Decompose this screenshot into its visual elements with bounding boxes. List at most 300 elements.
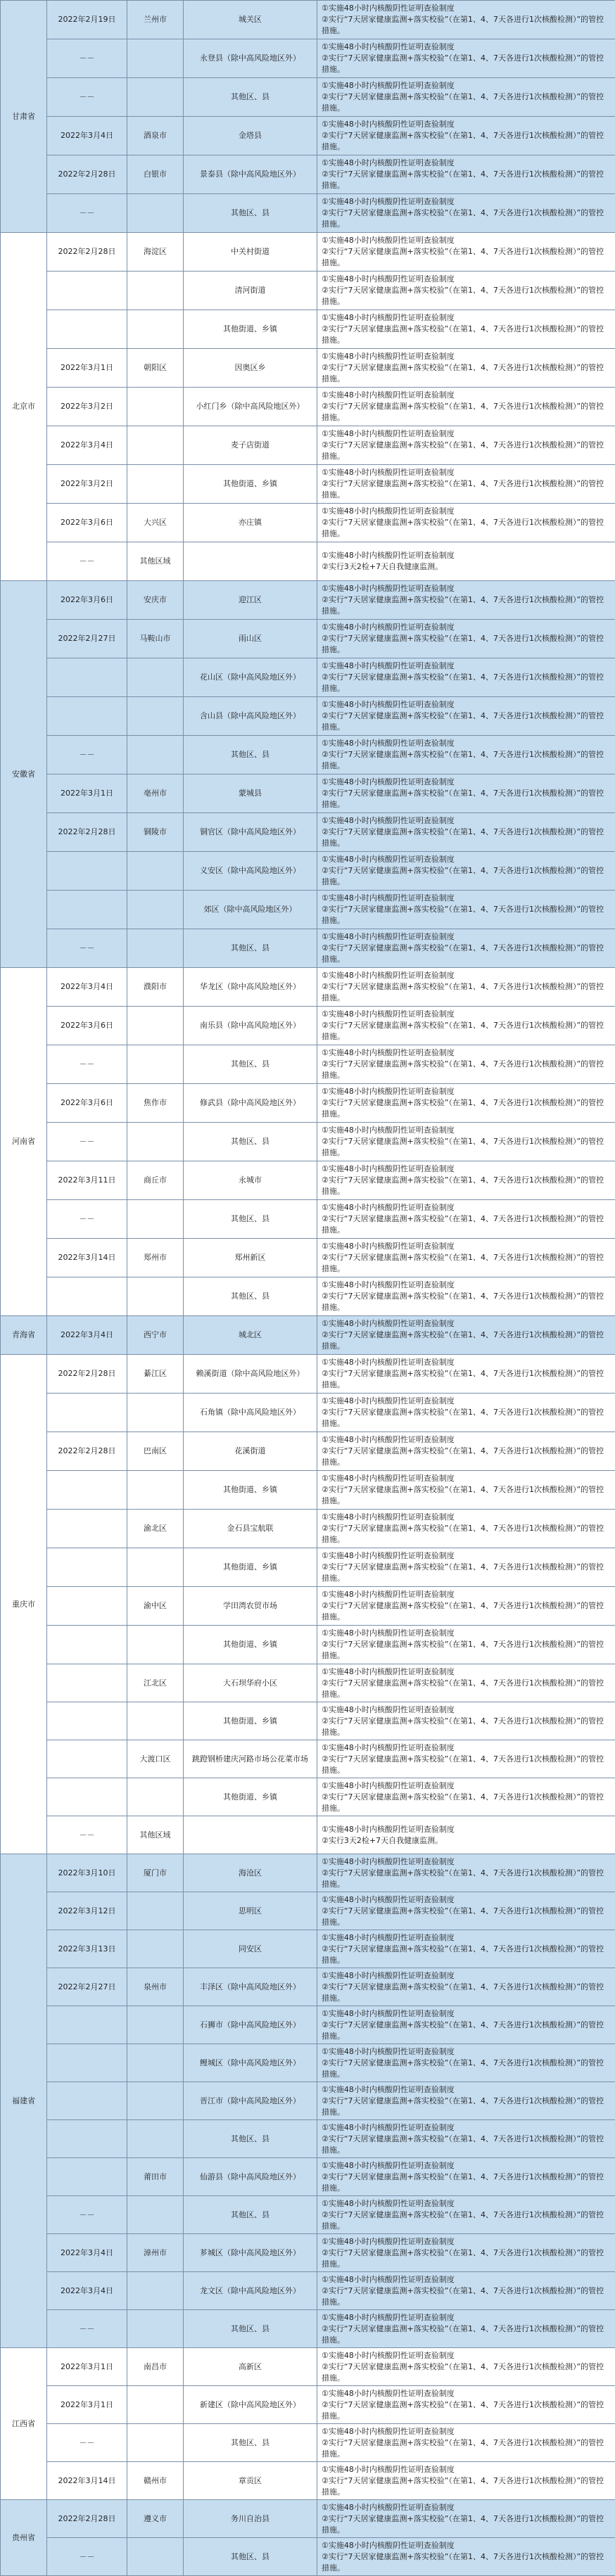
date-cell: 2022年3月2日 bbox=[47, 465, 127, 504]
city-cell bbox=[127, 929, 184, 968]
measure-cell: ①实施48小时内核酸阴性证明查验制度 ②实行“7天居家健康监测+落实校验”（在第1、4、7天各进行1次核酸检测）”的管控措施。 bbox=[317, 426, 615, 465]
city-cell bbox=[127, 2120, 184, 2158]
area-cell bbox=[184, 1816, 317, 1854]
table-row bbox=[1, 1892, 615, 1930]
area-cell: 其他街道、乡镇 bbox=[184, 310, 317, 349]
city-cell: 漳州市 bbox=[127, 2234, 184, 2272]
date-cell: 2022年3月4日 bbox=[47, 1316, 127, 1355]
area-cell: 迎江区 bbox=[184, 581, 317, 620]
city-cell: 大渡口区 bbox=[127, 1740, 184, 1778]
table-row bbox=[1, 2120, 615, 2158]
measure-cell: ①实施48小时内核酸阴性证明查验制度 ②实行“7天居家健康监测+落实校验”（在第1、4、7天各进行1次核酸检测）”的管控措施。 bbox=[317, 891, 615, 929]
measure-cell: ①实施48小时内核酸阴性证明查验制度 ②实行“7天居家健康监测+落实校验”（在第1、4、7天各进行1次核酸检测）”的管控措施。 bbox=[317, 78, 615, 117]
measure-cell: ①实施48小时内核酸阴性证明查验制度 ②实行“7天居家健康监测+落实校验”（在第1、4、7天各进行1次核酸检测）”的管控措施。 bbox=[317, 2500, 615, 2538]
measure-cell: ①实施48小时内核酸阴性证明查验制度 ②实行“7天居家健康监测+落实校验”（在第1、4、7天各进行1次核酸检测）”的管控措施。 bbox=[317, 2196, 615, 2234]
measure-cell: ①实施48小时内核酸阴性证明查验制度 ②实行“7天居家健康监测+落实校验”（在第1、4、7天各进行1次核酸检测）”的管控措施。 bbox=[317, 1007, 615, 1045]
city-cell: 泉州市 bbox=[127, 1968, 184, 2006]
measure-cell: ①实施48小时内核酸阴性证明查验制度 ②实行“7天居家健康监测+落实校验”（在第1、4、7天各进行1次核酸检测）”的管控措施。 bbox=[317, 272, 615, 310]
city-cell bbox=[127, 465, 184, 504]
city-cell bbox=[127, 1626, 184, 1664]
area-cell: 章贡区 bbox=[184, 2462, 317, 2500]
table-row bbox=[1, 78, 615, 117]
date-cell: －－ bbox=[47, 2196, 127, 2234]
table-row bbox=[1, 1045, 615, 1084]
city-cell bbox=[127, 658, 184, 697]
area-cell: 仙游县（除中高风险地区外） bbox=[184, 2158, 317, 2196]
city-cell bbox=[127, 2386, 184, 2424]
province-cell: 安徽省 bbox=[1, 581, 47, 968]
measure-cell: ①实施48小时内核酸阴性证明查验制度 ②实行“7天居家健康监测+落实校验”（在第1、4、7天各进行1次核酸检测）”的管控措施。 bbox=[317, 504, 615, 542]
area-cell: 其他街道、乡镇 bbox=[184, 465, 317, 504]
measure-cell: ①实施48小时内核酸阴性证明查验制度 ②实行“7天居家健康监测+落实校验”（在第1、4、7天各进行1次核酸检测）”的管控措施。 bbox=[317, 1510, 615, 1548]
table-row bbox=[1, 2196, 615, 2234]
date-cell: 2022年2月28日 bbox=[47, 813, 127, 852]
area-cell: 海沧区 bbox=[184, 1854, 317, 1892]
city-cell: 海淀区 bbox=[127, 233, 184, 272]
table-row bbox=[1, 1084, 615, 1123]
area-cell: 因奥区乡 bbox=[184, 349, 317, 388]
city-cell: 西宁市 bbox=[127, 1316, 184, 1355]
measure-cell: ①实施48小时内核酸阴性证明查验制度 ②实行“7天居家健康监测+落实校验”（在第1、4、7天各进行1次核酸检测）”的管控措施。 bbox=[317, 1930, 615, 1968]
date-cell: 2022年3月12日 bbox=[47, 1892, 127, 1930]
table-row bbox=[1, 465, 615, 504]
area-cell: 其他区、县 bbox=[184, 929, 317, 968]
date-cell bbox=[47, 697, 127, 736]
table-row bbox=[1, 2500, 615, 2538]
table-row bbox=[1, 504, 615, 542]
date-cell: 2022年3月1日 bbox=[47, 774, 127, 813]
date-cell: 2022年3月13日 bbox=[47, 1930, 127, 1968]
area-cell: 其他区、县 bbox=[184, 1277, 317, 1316]
city-cell bbox=[127, 310, 184, 349]
date-cell: 2022年3月14日 bbox=[47, 2462, 127, 2500]
table-row bbox=[1, 1702, 615, 1740]
area-cell: 小红门乡（除中高风险地区外） bbox=[184, 388, 317, 426]
table-row bbox=[1, 2044, 615, 2082]
measure-cell: ①实施48小时内核酸阴性证明查验制度 ②实行“7天居家健康监测+落实校验”（在第1、4、7天各进行1次核酸检测）”的管控措施。 bbox=[317, 1123, 615, 1161]
table-row bbox=[1, 310, 615, 349]
date-cell: 2022年3月11日 bbox=[47, 1161, 127, 1200]
city-cell bbox=[127, 1892, 184, 1930]
city-cell bbox=[127, 2538, 184, 2576]
city-cell: 莆田市 bbox=[127, 2158, 184, 2196]
date-cell: 2022年3月6日 bbox=[47, 504, 127, 542]
area-cell: 其他街道、乡镇 bbox=[184, 1548, 317, 1587]
measure-cell: ①实施48小时内核酸阴性证明查验制度 ②实行“7天居家健康监测+落实校验”（在第1、4、7天各进行1次核酸检测）”的管控措施。 bbox=[317, 1778, 615, 1816]
date-cell: 2022年3月10日 bbox=[47, 1854, 127, 1892]
measure-cell: ①实施48小时内核酸阴性证明查验制度 ②实行“7天居家健康监测+落实校验”（在第1、4、7天各进行1次核酸检测）”的管控措施。 bbox=[317, 2310, 615, 2348]
date-cell: 2022年3月1日 bbox=[47, 2386, 127, 2424]
area-cell: 跳蹬钢桥建庆河路市场公花菜市场 bbox=[184, 1740, 317, 1778]
date-cell bbox=[47, 1471, 127, 1510]
city-cell: 马鞍山市 bbox=[127, 620, 184, 658]
measure-cell: ①实施48小时内核酸阴性证明查验制度 ②实行“7天居家健康监测+落实校验”（在第1、4、7天各进行1次核酸检测）”的管控措施。 bbox=[317, 1161, 615, 1200]
area-cell: 麦子店街道 bbox=[184, 426, 317, 465]
date-cell: 2022年2月27日 bbox=[47, 1968, 127, 2006]
city-cell bbox=[127, 1277, 184, 1316]
table-row bbox=[1, 774, 615, 813]
table-row bbox=[1, 2424, 615, 2462]
table-row bbox=[1, 1316, 615, 1355]
measure-cell: ①实施48小时内核酸阴性证明查验制度 ②实行“7天居家健康监测+落实校验”（在第1、4、7天各进行1次核酸检测）”的管控措施。 bbox=[317, 388, 615, 426]
city-cell bbox=[127, 1471, 184, 1510]
area-cell: 其他区、县 bbox=[184, 194, 317, 233]
table-row bbox=[1, 1394, 615, 1432]
area-cell: 花山区（除中高风险地区外） bbox=[184, 658, 317, 697]
date-cell: －－ bbox=[47, 39, 127, 78]
measure-cell: ①实施48小时内核酸阴性证明查验制度 ②实行“7天居家健康监测+落实校验”（在第1、4、7天各进行1次核酸检测）”的管控措施。 bbox=[317, 1968, 615, 2006]
city-cell bbox=[127, 1123, 184, 1161]
city-cell: 白银市 bbox=[127, 155, 184, 194]
area-cell: 新建区（除中高风险地区外） bbox=[184, 2386, 317, 2424]
date-cell bbox=[47, 1548, 127, 1587]
city-cell: 兰州市 bbox=[127, 1, 184, 39]
city-cell bbox=[127, 1548, 184, 1587]
measure-cell: ①实施48小时内核酸阴性证明查验制度 ②实行“7天居家健康监测+落实校验”（在第1、4、7天各进行1次核酸检测）”的管控措施。 bbox=[317, 2120, 615, 2158]
city-cell: 濮阳市 bbox=[127, 968, 184, 1007]
measure-cell: ①实施48小时内核酸阴性证明查验制度 ②实行“7天居家健康监测+落实校验”（在第1、4、7天各进行1次核酸检测）”的管控措施。 bbox=[317, 2234, 615, 2272]
city-cell bbox=[127, 2082, 184, 2120]
measure-cell: ①实施48小时内核酸阴性证明查验制度 ②实行“7天居家健康监测+落实校验”（在第1、4、7天各进行1次核酸检测）”的管控措施。 bbox=[317, 155, 615, 194]
area-cell: 赖溪街道（除中高风险地区外） bbox=[184, 1355, 317, 1394]
date-cell: 2022年3月1日 bbox=[47, 2348, 127, 2386]
area-cell: 学田湾农贸市场 bbox=[184, 1587, 317, 1626]
table-body bbox=[1, 1, 615, 2576]
table-row bbox=[1, 426, 615, 465]
table-row bbox=[1, 2234, 615, 2272]
date-cell: 2022年3月4日 bbox=[47, 2234, 127, 2272]
table-row bbox=[1, 2082, 615, 2120]
date-cell: －－ bbox=[47, 929, 127, 968]
province-cell: 甘肃省 bbox=[1, 1, 47, 233]
area-cell: 石角镇（除中高风险地区外） bbox=[184, 1394, 317, 1432]
date-cell: 2022年3月6日 bbox=[47, 581, 127, 620]
province-cell: 青海省 bbox=[1, 1316, 47, 1355]
province-cell: 贵州省 bbox=[1, 2500, 47, 2576]
area-cell: 务川自治县 bbox=[184, 2500, 317, 2538]
city-cell bbox=[127, 2196, 184, 2234]
area-cell: 鲤城区（除中高风险地区外） bbox=[184, 2044, 317, 2082]
area-cell: 金塔县 bbox=[184, 117, 317, 155]
city-cell: 南昌市 bbox=[127, 2348, 184, 2386]
date-cell bbox=[47, 2082, 127, 2120]
area-cell: 思明区 bbox=[184, 1892, 317, 1930]
measure-cell: ①实施48小时内核酸阴性证明查验制度 ②实行“7天居家健康监测+落实校验”（在第1、4、7天各进行1次核酸检测）”的管控措施。 bbox=[317, 2082, 615, 2120]
table-row bbox=[1, 2538, 615, 2576]
area-cell: 其他区、县 bbox=[184, 2196, 317, 2234]
city-cell bbox=[127, 388, 184, 426]
measure-cell: ①实施48小时内核酸阴性证明查验制度 ②实行“7天居家健康监测+落实校验”（在第1、4、7天各进行1次核酸检测）”的管控措施。 bbox=[317, 233, 615, 272]
table-row bbox=[1, 2006, 615, 2044]
province-cell: 北京市 bbox=[1, 233, 47, 581]
area-cell: 清河街道 bbox=[184, 272, 317, 310]
measure-cell: ①实施48小时内核酸阴性证明查验制度 ②实行“7天居家健康监测+落实校验”（在第1、4、7天各进行1次核酸检测）”的管控措施。 bbox=[317, 2272, 615, 2310]
area-cell: 同安区 bbox=[184, 1930, 317, 1968]
date-cell: 2022年3月4日 bbox=[47, 117, 127, 155]
table-row bbox=[1, 2272, 615, 2310]
area-cell: 晋江市（除中高风险地区外） bbox=[184, 2082, 317, 2120]
table-row bbox=[1, 194, 615, 233]
table-row bbox=[1, 1587, 615, 1626]
area-cell: 郑州新区 bbox=[184, 1239, 317, 1277]
table-row bbox=[1, 272, 615, 310]
city-cell bbox=[127, 1007, 184, 1045]
area-cell: 亦庄镇 bbox=[184, 504, 317, 542]
area-cell: 永登县（除中高风险地区外） bbox=[184, 39, 317, 78]
city-cell bbox=[127, 2272, 184, 2310]
table-row bbox=[1, 388, 615, 426]
city-cell bbox=[127, 194, 184, 233]
city-cell: 江北区 bbox=[127, 1664, 184, 1702]
date-cell: 2022年3月4日 bbox=[47, 426, 127, 465]
area-cell: 丰泽区（除中高风险地区外） bbox=[184, 1968, 317, 2006]
city-cell: 赣州市 bbox=[127, 2462, 184, 2500]
city-cell bbox=[127, 2424, 184, 2462]
date-cell bbox=[47, 1778, 127, 1816]
area-cell: 芗城区（除中高风险地区外） bbox=[184, 2234, 317, 2272]
date-cell: －－ bbox=[47, 2538, 127, 2576]
measure-cell: ①实施48小时内核酸阴性证明查验制度 ②实行“7天居家健康监测+落实校验”（在第1、4、7天各进行1次核酸检测）”的管控措施。 bbox=[317, 1045, 615, 1084]
city-cell bbox=[127, 1045, 184, 1084]
area-cell: 郊区（除中高风险地区外） bbox=[184, 891, 317, 929]
date-cell: 2022年3月6日 bbox=[47, 1084, 127, 1123]
city-cell bbox=[127, 697, 184, 736]
date-cell bbox=[47, 891, 127, 929]
city-cell: 其他区域 bbox=[127, 1816, 184, 1854]
area-cell: 其他区、县 bbox=[184, 1123, 317, 1161]
area-cell: 高新区 bbox=[184, 2348, 317, 2386]
date-cell: －－ bbox=[47, 1200, 127, 1239]
date-cell bbox=[47, 852, 127, 891]
measure-cell: ①实施48小时内核酸阴性证明查验制度 ②实行“7天居家健康监测+落实校验”（在第1、4、7天各进行1次核酸检测）”的管控措施。 bbox=[317, 1355, 615, 1394]
area-cell: 其他区、县 bbox=[184, 1200, 317, 1239]
measure-cell: ①实施48小时内核酸阴性证明查验制度 ②实行“7天居家健康监测+落实校验”（在第1、4、7天各进行1次核酸检测）”的管控措施。 bbox=[317, 1587, 615, 1626]
date-cell: －－ bbox=[47, 736, 127, 774]
date-cell bbox=[47, 2120, 127, 2158]
table-row bbox=[1, 1968, 615, 2006]
area-cell bbox=[184, 542, 317, 581]
date-cell: 2022年3月4日 bbox=[47, 968, 127, 1007]
city-cell bbox=[127, 2310, 184, 2348]
date-cell bbox=[47, 2158, 127, 2196]
city-cell bbox=[127, 891, 184, 929]
area-cell: 其他街道、乡镇 bbox=[184, 1778, 317, 1816]
table-row bbox=[1, 697, 615, 736]
date-cell: －－ bbox=[47, 78, 127, 117]
area-cell: 石狮市（除中高风险地区外） bbox=[184, 2006, 317, 2044]
measure-cell: ①实施48小时内核酸阴性证明查验制度 ②实行“7天居家健康监测+落实校验”（在第1、4、7天各进行1次核酸检测）”的管控措施。 bbox=[317, 1854, 615, 1892]
table-row bbox=[1, 620, 615, 658]
measure-cell: ①实施48小时内核酸阴性证明查验制度 ②实行“7天居家健康监测+落实校验”（在第1、4、7天各进行1次核酸检测）”的管控措施。 bbox=[317, 1239, 615, 1277]
city-cell bbox=[127, 2044, 184, 2082]
date-cell: 2022年2月28日 bbox=[47, 1355, 127, 1394]
area-cell: 其他街道、乡镇 bbox=[184, 1626, 317, 1664]
measure-cell: ①实施48小时内核酸阴性证明查验制度 ②实行“7天居家健康监测+落实校验”（在第1、4、7天各进行1次核酸检测）”的管控措施。 bbox=[317, 1, 615, 39]
measure-cell: ①实施48小时内核酸阴性证明查验制度 ②实行“7天居家健康监测+落实校验”（在第1、4、7天各进行1次核酸检测）”的管控措施。 bbox=[317, 2462, 615, 2500]
date-cell bbox=[47, 1510, 127, 1548]
city-cell: 焦作市 bbox=[127, 1084, 184, 1123]
area-cell: 含山县（除中高风险地区外） bbox=[184, 697, 317, 736]
city-cell bbox=[127, 1930, 184, 1968]
measure-cell: ①实施48小时内核酸阴性证明查验制度 ②实行“7天居家健康监测+落实校验”（在第1、4、7天各进行1次核酸检测）”的管控措施。 bbox=[317, 1200, 615, 1239]
area-cell: 景泰县（除中高风险地区外） bbox=[184, 155, 317, 194]
table-row bbox=[1, 39, 615, 78]
table-row bbox=[1, 2310, 615, 2348]
measure-cell: ①实施48小时内核酸阴性证明查验制度 ②实行“7天居家健康监测+落实校验”（在第1、4、7天各进行1次核酸检测）”的管控措施。 bbox=[317, 1277, 615, 1316]
measure-cell: ①实施48小时内核酸阴性证明查验制度 ②实行“7天居家健康监测+落实校验”（在第1、4、7天各进行1次核酸检测）”的管控措施。 bbox=[317, 2348, 615, 2386]
date-cell bbox=[47, 2006, 127, 2044]
date-cell: 2022年2月28日 bbox=[47, 155, 127, 194]
measure-cell: ①实施48小时内核酸阴性证明查验制度 ②实行“7天居家健康监测+落实校验”（在第1、4、7天各进行1次核酸检测）”的管控措施。 bbox=[317, 2158, 615, 2196]
measure-cell: ①实施48小时内核酸阴性证明查验制度 ②实行“7天居家健康监测+落实校验”（在第1、4、7天各进行1次核酸检测）”的管控措施。 bbox=[317, 1316, 615, 1355]
table-row bbox=[1, 1930, 615, 1968]
date-cell bbox=[47, 2044, 127, 2082]
city-cell: 朝阳区 bbox=[127, 349, 184, 388]
measure-cell: ①实施48小时内核酸阴性证明查验制度 ②实行3天2检+7天自我健康监测。 bbox=[317, 1816, 615, 1854]
province-cell: 江西省 bbox=[1, 2348, 47, 2500]
city-cell: 綦江区 bbox=[127, 1355, 184, 1394]
city-cell: 商丘市 bbox=[127, 1161, 184, 1200]
table-row bbox=[1, 852, 615, 891]
city-cell: 安庆市 bbox=[127, 581, 184, 620]
area-cell: 龙文区（除中高风险地区外） bbox=[184, 2272, 317, 2310]
area-cell: 其他区、县 bbox=[184, 2424, 317, 2462]
measure-cell: ①实施48小时内核酸阴性证明查验制度 ②实行“7天居家健康监测+落实校验”（在第1、4、7天各进行1次核酸检测）”的管控措施。 bbox=[317, 117, 615, 155]
table-row bbox=[1, 1432, 615, 1471]
area-cell: 南乐县（除中高风险地区外） bbox=[184, 1007, 317, 1045]
area-cell: 其他区、县 bbox=[184, 2538, 317, 2576]
measure-cell: ①实施48小时内核酸阴性证明查验制度 ②实行“7天居家健康监测+落实校验”（在第1、4、7天各进行1次核酸检测）”的管控措施。 bbox=[317, 194, 615, 233]
measure-cell: ①实施48小时内核酸阴性证明查验制度 ②实行“7天居家健康监测+落实校验”（在第1、4、7天各进行1次核酸检测）”的管控措施。 bbox=[317, 813, 615, 852]
measure-cell: ①实施48小时内核酸阴性证明查验制度 ②实行“7天居家健康监测+落实校验”（在第1、4、7天各进行1次核酸检测）”的管控措施。 bbox=[317, 1432, 615, 1471]
table-row bbox=[1, 2462, 615, 2500]
table-row bbox=[1, 1, 615, 39]
date-cell: －－ bbox=[47, 1816, 127, 1854]
table-row bbox=[1, 581, 615, 620]
area-cell: 永城市 bbox=[184, 1161, 317, 1200]
table-row bbox=[1, 1200, 615, 1239]
province-cell: 重庆市 bbox=[1, 1355, 47, 1854]
date-cell: 2022年3月1日 bbox=[47, 349, 127, 388]
table-row bbox=[1, 2348, 615, 2386]
area-cell: 城北区 bbox=[184, 1316, 317, 1355]
measure-cell: ①实施48小时内核酸阴性证明查验制度 ②实行“7天居家健康监测+落实校验”（在第1、4、7天各进行1次核酸检测）”的管控措施。 bbox=[317, 2424, 615, 2462]
table-row bbox=[1, 891, 615, 929]
date-cell bbox=[47, 1664, 127, 1702]
table-row bbox=[1, 1239, 615, 1277]
date-cell: －－ bbox=[47, 2424, 127, 2462]
city-cell: 渝北区 bbox=[127, 1510, 184, 1548]
date-cell bbox=[47, 1277, 127, 1316]
area-cell: 大石坝华府小区 bbox=[184, 1664, 317, 1702]
table-row bbox=[1, 1778, 615, 1816]
city-cell: 亳州市 bbox=[127, 774, 184, 813]
date-cell bbox=[47, 1394, 127, 1432]
city-cell: 其他区域 bbox=[127, 542, 184, 581]
date-cell: 2022年3月6日 bbox=[47, 1007, 127, 1045]
table-row bbox=[1, 1626, 615, 1664]
city-cell bbox=[127, 1778, 184, 1816]
measure-cell: ①实施48小时内核酸阴性证明查验制度 ②实行“7天居家健康监测+落实校验”（在第1、4、7天各进行1次核酸检测）”的管控措施。 bbox=[317, 310, 615, 349]
city-cell bbox=[127, 852, 184, 891]
measure-cell: ①实施48小时内核酸阴性证明查验制度 ②实行“7天居家健康监测+落实校验”（在第1、4、7天各进行1次核酸检测）”的管控措施。 bbox=[317, 2538, 615, 2576]
measure-cell: ①实施48小时内核酸阴性证明查验制度 ②实行“7天居家健康监测+落实校验”（在第1、4、7天各进行1次核酸检测）”的管控措施。 bbox=[317, 968, 615, 1007]
table-row bbox=[1, 1007, 615, 1045]
table-row bbox=[1, 1161, 615, 1200]
table-row bbox=[1, 1816, 615, 1854]
table-row bbox=[1, 349, 615, 388]
area-cell: 雨山区 bbox=[184, 620, 317, 658]
measure-cell: ①实施48小时内核酸阴性证明查验制度 ②实行“7天居家健康监测+落实校验”（在第1、4、7天各进行1次核酸检测）”的管控措施。 bbox=[317, 929, 615, 968]
table-row bbox=[1, 1854, 615, 1892]
table-row bbox=[1, 542, 615, 581]
date-cell bbox=[47, 1626, 127, 1664]
date-cell: 2022年3月14日 bbox=[47, 1239, 127, 1277]
date-cell bbox=[47, 310, 127, 349]
measure-cell: ①实施48小时内核酸阴性证明查验制度 ②实行“7天居家健康监测+落实校验”（在第1、4、7天各进行1次核酸检测）”的管控措施。 bbox=[317, 2386, 615, 2424]
area-cell: 其他区、县 bbox=[184, 2120, 317, 2158]
measure-cell: ①实施48小时内核酸阴性证明查验制度 ②实行“7天居家健康监测+落实校验”（在第1、4、7天各进行1次核酸检测）”的管控措施。 bbox=[317, 1084, 615, 1123]
date-cell: 2022年3月2日 bbox=[47, 388, 127, 426]
city-cell bbox=[127, 2006, 184, 2044]
date-cell: 2022年3月4日 bbox=[47, 2272, 127, 2310]
measure-cell: ①实施48小时内核酸阴性证明查验制度 ②实行“7天居家健康监测+落实校验”（在第1、4、7天各进行1次核酸检测）”的管控措施。 bbox=[317, 2044, 615, 2082]
area-cell: 城关区 bbox=[184, 1, 317, 39]
area-cell: 修武县（除中高风险地区外） bbox=[184, 1084, 317, 1123]
measure-cell: ①实施48小时内核酸阴性证明查验制度 ②实行“7天居家健康监测+落实校验”（在第1、4、7天各进行1次核酸检测）”的管控措施。 bbox=[317, 349, 615, 388]
measure-cell: ①实施48小时内核酸阴性证明查验制度 ②实行“7天居家健康监测+落实校验”（在第1、4、7天各进行1次核酸检测）”的管控措施。 bbox=[317, 736, 615, 774]
measure-cell: ①实施48小时内核酸阴性证明查验制度 ②实行“7天居家健康监测+落实校验”（在第1、4、7天各进行1次核酸检测）”的管控措施。 bbox=[317, 1740, 615, 1778]
table-row bbox=[1, 1355, 615, 1394]
table-row bbox=[1, 1123, 615, 1161]
measure-cell: ①实施48小时内核酸阴性证明查验制度 ②实行“7天居家健康监测+落实校验”（在第1、4、7天各进行1次核酸检测）”的管控措施。 bbox=[317, 658, 615, 697]
date-cell: 2022年2月19日 bbox=[47, 1, 127, 39]
city-cell bbox=[127, 39, 184, 78]
date-cell bbox=[47, 658, 127, 697]
table-row bbox=[1, 1277, 615, 1316]
table-row bbox=[1, 1548, 615, 1587]
date-cell bbox=[47, 1702, 127, 1740]
city-cell: 渝中区 bbox=[127, 1587, 184, 1626]
city-cell bbox=[127, 736, 184, 774]
city-cell bbox=[127, 1200, 184, 1239]
table-row bbox=[1, 2386, 615, 2424]
table-row bbox=[1, 1471, 615, 1510]
measure-cell: ①实施48小时内核酸阴性证明查验制度 ②实行“7天居家健康监测+落实校验”（在第1、4、7天各进行1次核酸检测）”的管控措施。 bbox=[317, 1664, 615, 1702]
measure-cell: ①实施48小时内核酸阴性证明查验制度 ②实行“7天居家健康监测+落实校验”（在第1、4、7天各进行1次核酸检测）”的管控措施。 bbox=[317, 1626, 615, 1664]
table-row bbox=[1, 1740, 615, 1778]
city-cell bbox=[127, 272, 184, 310]
measure-cell: ①实施48小时内核酸阴性证明查验制度 ②实行“7天居家健康监测+落实校验”（在第1、4、7天各进行1次核酸检测）”的管控措施。 bbox=[317, 1548, 615, 1587]
date-cell: 2022年2月28日 bbox=[47, 1432, 127, 1471]
date-cell: －－ bbox=[47, 194, 127, 233]
date-cell: 2022年2月28日 bbox=[47, 233, 127, 272]
measure-cell: ①实施48小时内核酸阴性证明查验制度 ②实行“7天居家健康监测+落实校验”（在第1、4、7天各进行1次核酸检测）”的管控措施。 bbox=[317, 39, 615, 78]
city-cell: 遵义市 bbox=[127, 2500, 184, 2538]
measure-cell: ①实施48小时内核酸阴性证明查验制度 ②实行3天2检+7天自我健康监测。 bbox=[317, 542, 615, 581]
area-cell: 其他区、县 bbox=[184, 2310, 317, 2348]
measure-cell: ①实施48小时内核酸阴性证明查验制度 ②实行“7天居家健康监测+落实校验”（在第1、4、7天各进行1次核酸检测）”的管控措施。 bbox=[317, 774, 615, 813]
date-cell bbox=[47, 1587, 127, 1626]
measure-cell: ①实施48小时内核酸阴性证明查验制度 ②实行“7天居家健康监测+落实校验”（在第1、4、7天各进行1次核酸检测）”的管控措施。 bbox=[317, 620, 615, 658]
city-cell: 大兴区 bbox=[127, 504, 184, 542]
city-cell bbox=[127, 1702, 184, 1740]
area-cell: 其他区、县 bbox=[184, 736, 317, 774]
city-cell: 厦门市 bbox=[127, 1854, 184, 1892]
city-cell: 巴南区 bbox=[127, 1432, 184, 1471]
measure-cell: ①实施48小时内核酸阴性证明查验制度 ②实行“7天居家健康监测+落实校验”（在第1、4、7天各进行1次核酸检测）”的管控措施。 bbox=[317, 697, 615, 736]
province-cell: 福建省 bbox=[1, 1854, 47, 2348]
